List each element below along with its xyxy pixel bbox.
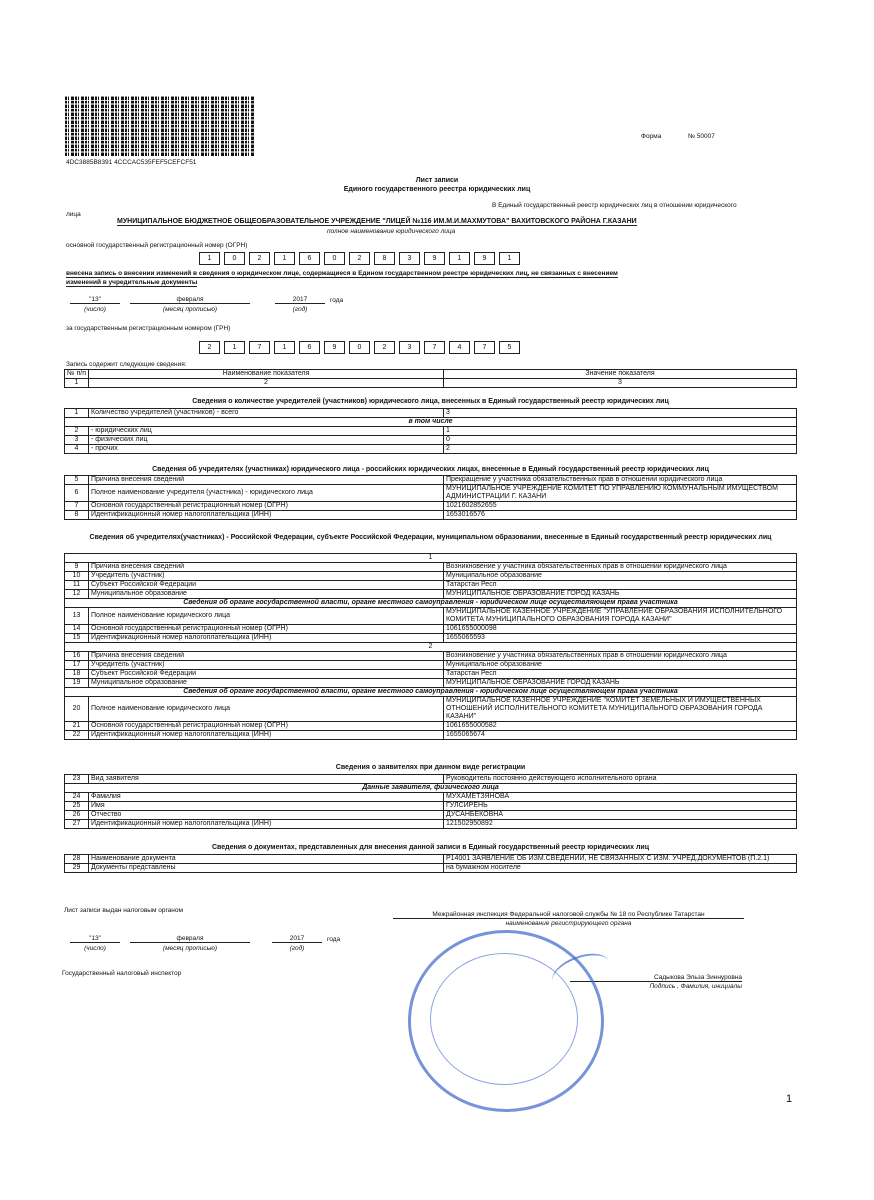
table-row	[65, 445, 797, 454]
row-value: 3	[444, 409, 797, 418]
row-label: Основной государственный регистрационный номер (ОГРН)	[89, 722, 444, 731]
grn_digits-digit: 4	[449, 341, 470, 354]
date2-caption-year: (год)	[289, 945, 305, 952]
date2-day: "13"	[70, 935, 120, 943]
date1-god: года	[330, 297, 344, 304]
row-label: Основной государственный регистрационный номер (ОГРН)	[89, 502, 444, 511]
row-label: Муниципальное образование	[89, 590, 444, 599]
hdr-c3: 3	[444, 379, 797, 388]
grn_digits-digit: 1	[274, 341, 295, 354]
title-line2: Единого государственного реестра юридических лиц	[343, 186, 531, 193]
row-number: 28	[65, 855, 89, 864]
table-row	[65, 436, 797, 445]
table-row	[65, 697, 797, 722]
row-number: 24	[65, 793, 89, 802]
row-number: 27	[65, 820, 89, 829]
table-subheader	[65, 554, 797, 563]
form-number: № 50007	[688, 133, 715, 140]
grn_digits-digit: 2	[374, 341, 395, 354]
row-number: 20	[65, 697, 89, 722]
row-number: 6	[65, 485, 89, 502]
table-row	[65, 775, 797, 784]
table-row	[65, 864, 797, 873]
title-line1: Лист записи	[415, 177, 459, 184]
date1-caption-year: (год)	[292, 306, 308, 313]
row-value: Татарстан Респ	[444, 670, 797, 679]
row-value: 1	[444, 427, 797, 436]
row-label: Идентификационный номер налогоплательщика (ИНН)	[89, 634, 444, 643]
row-value: Муниципальное образование	[444, 661, 797, 670]
date2-month: февраля	[130, 935, 250, 943]
section3-table	[64, 553, 797, 740]
row-label: Имя	[89, 802, 444, 811]
row-label: Основной государственный регистрационный номер (ОГРН)	[89, 625, 444, 634]
row-label: - прочих	[89, 445, 444, 454]
subheader-cell: 1	[65, 554, 797, 563]
row-number: 8	[65, 511, 89, 520]
row-label: Фамилия	[89, 793, 444, 802]
section1-table	[64, 408, 797, 454]
subheader-cell: Данные заявителя, физического лица	[65, 784, 797, 793]
row-value: 1061655000098	[444, 625, 797, 634]
lica-word: лица	[66, 211, 81, 218]
subheader-cell: 2	[65, 643, 797, 652]
row-number: 15	[65, 634, 89, 643]
authority-caption: наименование регистрирующего органа	[505, 920, 632, 927]
row-number: 17	[65, 661, 89, 670]
table-row	[65, 811, 797, 820]
hdr-name: Наименование показателя	[89, 370, 444, 379]
table-subheader	[65, 643, 797, 652]
ogrn-digits	[199, 252, 524, 265]
section3-title: Сведения об учредителях(участниках) - Российской Федерации, субъекте Российской Федерации, муниципальном образовании, внесенные в Единый государственный реестр юридических лиц	[89, 534, 772, 541]
hdr-c1: 1	[65, 379, 89, 388]
row-value: 1655065593	[444, 634, 797, 643]
row-number: 21	[65, 722, 89, 731]
date1-caption-month: (месяц прописью)	[162, 306, 218, 313]
table-row	[65, 722, 797, 731]
row-value: 121502950892	[444, 820, 797, 829]
table-row	[65, 820, 797, 829]
row-value: МУНИЦИПАЛЬНОЕ ОБРАЗОВАНИЕ ГОРОД КАЗАНЬ	[444, 679, 797, 688]
row-label: Идентификационный номер налогоплательщика (ИНН)	[89, 731, 444, 740]
table-row	[65, 731, 797, 740]
row-value: 2	[444, 445, 797, 454]
row-number: 4	[65, 445, 89, 454]
grn_digits-digit: 5	[499, 341, 520, 354]
row-value: 1021602852655	[444, 502, 797, 511]
row-label: Муниципальное образование	[89, 679, 444, 688]
hdr-c2: 2	[89, 379, 444, 388]
section5-table	[64, 854, 797, 873]
entry-text-1: внесена запись о внесении изменений в сведения о юридическом лице, содержащиеся в Едином государственном реестре юридических лиц, не связанных с внесением	[66, 270, 618, 277]
ogrn-label: основной государственный регистрационный номер (ОГРН)	[66, 242, 248, 249]
row-value: ДУСАНБЕКОВНА	[444, 811, 797, 820]
ogrn_digits-digit: 9	[474, 252, 495, 265]
row-number: 10	[65, 572, 89, 581]
table-subheader	[65, 418, 797, 427]
row-label: Отчество	[89, 811, 444, 820]
row-label: Субъект Российской Федерации	[89, 670, 444, 679]
grn_digits-digit: 6	[299, 341, 320, 354]
org-name: МУНИЦИПАЛЬНОЕ БЮДЖЕТНОЕ ОБЩЕОБРАЗОВАТЕЛЬНОЕ УЧРЕЖДЕНИЕ "ЛИЦЕЙ №116 ИМ.М.И.МАХМУТОВА" ВАХИТОВСКОГО РАЙОНА Г.КАЗАНИ	[117, 218, 637, 225]
hdr-value: Значение показателя	[444, 370, 797, 379]
row-number: 2	[65, 427, 89, 436]
table-row	[65, 409, 797, 418]
ogrn_digits-digit: 8	[374, 252, 395, 265]
table-row	[65, 476, 797, 485]
ogrn_digits-digit: 0	[324, 252, 345, 265]
table-row	[65, 634, 797, 643]
grn_digits-digit: 0	[349, 341, 370, 354]
row-value: МУНИЦИПАЛЬНОЕ ОБРАЗОВАНИЕ ГОРОД КАЗАНЬ	[444, 590, 797, 599]
row-label: Количество учредителей (участников) - всего	[89, 409, 444, 418]
table-row	[65, 793, 797, 802]
date2-year: 2017	[272, 935, 322, 943]
grn-digits	[199, 341, 524, 354]
row-number: 25	[65, 802, 89, 811]
hdr-n: № п/п	[65, 370, 89, 379]
table-row	[65, 427, 797, 436]
table-subheader	[65, 599, 797, 608]
row-value: 0	[444, 436, 797, 445]
row-number: 23	[65, 775, 89, 784]
row-value: МУХАМЕТЗЯНОВА	[444, 793, 797, 802]
row-number: 5	[65, 476, 89, 485]
row-value: ГУЛСИРЕНЬ	[444, 802, 797, 811]
date2-caption-month: (месяц прописью)	[162, 945, 218, 952]
subheader-cell: Сведения об органе государственной власти, органе местного самоуправления - юридическом лице осуществляющем права участника	[65, 599, 797, 608]
table-row	[65, 855, 797, 864]
contains-text: Запись содержит следующие сведения:	[66, 361, 187, 368]
row-label: Документы представлены	[89, 864, 444, 873]
table-row	[65, 661, 797, 670]
table-row	[65, 652, 797, 661]
ogrn_digits-digit: 1	[499, 252, 520, 265]
row-number: 1	[65, 409, 89, 418]
row-number: 12	[65, 590, 89, 599]
table-row	[65, 511, 797, 520]
row-value: Руководитель постоянно действующего исполнительного органа	[444, 775, 797, 784]
row-value: на бумажном носителе	[444, 864, 797, 873]
section2-table	[64, 475, 797, 520]
row-value: Возникновение у участника обязательственных прав в отношении юридического лица	[444, 563, 797, 572]
table-row	[65, 502, 797, 511]
ogrn_digits-digit: 1	[199, 252, 220, 265]
date1-caption-day: (число)	[84, 306, 106, 313]
date1-month: февраля	[130, 296, 250, 304]
inspector-label: Государственный налоговый инспектор	[62, 970, 182, 977]
grn-label: за государственным регистрационным номером (ГРН)	[66, 325, 231, 332]
ogrn_digits-digit: 6	[299, 252, 320, 265]
section1-title: Сведения о количестве учредителей (участников) юридического лица, внесенных в Единый государственный реестр юридических лиц	[192, 398, 669, 405]
row-number: 7	[65, 502, 89, 511]
table-row	[65, 802, 797, 811]
row-value: МУНИЦИПАЛЬНОЕ КАЗЕННОЕ УЧРЕЖДЕНИЕ "УПРАВЛЕНИЕ ОБРАЗОВАНИЯ ИСПОЛНИТЕЛЬНОГО КОМИТЕТА МУНИЦИПАЛЬНОГО ОБРАЗОВАНИЯ ГОРОДА КАЗАНИ"	[444, 608, 797, 625]
grn_digits-digit: 7	[249, 341, 270, 354]
ogrn_digits-digit: 2	[249, 252, 270, 265]
row-value: Татарстан Респ	[444, 581, 797, 590]
grn_digits-digit: 7	[424, 341, 445, 354]
table-row	[65, 485, 797, 502]
issued-text: Лист записи выдан налоговым органом	[64, 907, 183, 914]
row-label: Учредитель (участник)	[89, 572, 444, 581]
row-number: 11	[65, 581, 89, 590]
ogrn_digits-digit: 0	[224, 252, 245, 265]
intro-text: В Единый государственный реестр юридических лиц в отношении юридического	[492, 202, 737, 209]
row-value: 1655065674	[444, 731, 797, 740]
row-value: Р14001 ЗАЯВЛЕНИЕ ОБ ИЗМ.СВЕДЕНИЙ, НЕ СВЯЗАННЫХ С ИЗМ. УЧРЕД.ДОКУМЕНТОВ (П.2.1)	[444, 855, 797, 864]
inspector-name: Садыкова Эльза Зиннуровна	[570, 974, 742, 982]
grn_digits-digit: 9	[324, 341, 345, 354]
row-number: 19	[65, 679, 89, 688]
ogrn_digits-digit: 3	[399, 252, 420, 265]
ogrn_digits-digit: 1	[449, 252, 470, 265]
grn_digits-digit: 7	[474, 341, 495, 354]
row-number: 29	[65, 864, 89, 873]
row-label: - физических лиц	[89, 436, 444, 445]
section4-table	[64, 774, 797, 829]
ogrn_digits-digit: 1	[274, 252, 295, 265]
row-number: 3	[65, 436, 89, 445]
row-value: 1061655000582	[444, 722, 797, 731]
barcode-text: 4DC3885B8391 4CCCAC535FEF5CEFCF51	[66, 159, 197, 166]
row-label: Причина внесения сведений	[89, 476, 444, 485]
row-value: Прекращение у участника обязательственных прав в отношении юридического лица	[444, 476, 797, 485]
table-subheader	[65, 784, 797, 793]
row-value: Муниципальное образование	[444, 572, 797, 581]
table-subheader	[65, 688, 797, 697]
row-label: Причина внесения сведений	[89, 652, 444, 661]
row-label: Учредитель (участник)	[89, 661, 444, 670]
row-number: 26	[65, 811, 89, 820]
row-number: 18	[65, 670, 89, 679]
row-value: 1653016576	[444, 511, 797, 520]
table-row	[65, 625, 797, 634]
subheader-cell: Сведения об органе государственной власти, органе местного самоуправления - юридическом лице осуществляющем права участника	[65, 688, 797, 697]
grn_digits-digit: 2	[199, 341, 220, 354]
row-value: МУНИЦИПАЛЬНОЕ КАЗЕННОЕ УЧРЕЖДЕНИЕ "КОМИТЕТ ЗЕМЕЛЬНЫХ И ИМУЩЕСТВЕННЫХ ОТНОШЕНИЙ ИСПОЛНИТЕЛЬНОГО КОМИТЕТА МУНИЦИПАЛЬНОГО ОБРАЗОВАНИЯ ГОРОДА КАЗАНИ"	[444, 697, 797, 722]
date2-caption-day: (число)	[84, 945, 106, 952]
row-number: 9	[65, 563, 89, 572]
table-row	[65, 679, 797, 688]
row-label: Полное наименование учредителя (участника) - юридического лица	[89, 485, 444, 502]
entry-text-2: изменений в учредительные документы	[66, 279, 198, 286]
grn_digits-digit: 1	[224, 341, 245, 354]
authority-name: Межрайонная инспекция Федеральной налоговой службы № 18 по Республике Татарстан	[393, 911, 744, 919]
subheader-cell: в том числе	[65, 418, 797, 427]
page-number: 1	[786, 1093, 793, 1105]
section5-title: Сведения о документах, представленных для внесения данной записи в Единый государственный реестр юридических лиц	[212, 844, 649, 851]
form-label: Форма	[641, 133, 662, 140]
date2-god: года	[327, 936, 341, 943]
row-label: Полное наименование юридического лица	[89, 608, 444, 625]
ogrn_digits-digit: 9	[424, 252, 445, 265]
row-label: Причина внесения сведений	[89, 563, 444, 572]
ogrn_digits-digit: 2	[349, 252, 370, 265]
date1-year: 2017	[275, 296, 325, 304]
table-row	[65, 581, 797, 590]
inspector-caption: Подпись , Фамилия, инициалы	[649, 983, 742, 990]
row-label: Идентификационный номер налогоплательщика (ИНН)	[89, 820, 444, 829]
grn_digits-digit: 3	[399, 341, 420, 354]
header-table	[64, 369, 797, 388]
table-row	[65, 670, 797, 679]
row-label: Субъект Российской Федерации	[89, 581, 444, 590]
table-row	[65, 590, 797, 599]
row-number: 22	[65, 731, 89, 740]
row-value: Возникновение у участника обязательственных прав в отношении юридического лица	[444, 652, 797, 661]
table-row	[65, 572, 797, 581]
table-row	[65, 563, 797, 572]
row-label: Вид заявителя	[89, 775, 444, 784]
org-caption: полное наименование юридического лица	[327, 228, 456, 235]
row-value: МУНИЦИПАЛЬНОЕ УЧРЕЖДЕНИЕ КОМИТЕТ ПО УПРАВЛЕНИЮ КОММУНАЛЬНЫМ ИМУЩЕСТВОМ АДМИНИСТРАЦИИ Г. КАЗАНИ	[444, 485, 797, 502]
row-label: Полное наименование юридического лица	[89, 697, 444, 722]
row-label: Идентификационный номер налогоплательщика (ИНН)	[89, 511, 444, 520]
row-number: 16	[65, 652, 89, 661]
row-number: 13	[65, 608, 89, 625]
row-label: Наименование документа	[89, 855, 444, 864]
section2-title: Сведения об учредителях (участниках) юридического лица - российских юридических лицах, внесенные в Единый государственный реестр юридических лиц	[152, 466, 709, 473]
table-row	[65, 608, 797, 625]
section4-title: Сведения о заявителях при данном виде регистрации	[335, 764, 526, 771]
date1-day: "13"	[70, 296, 120, 304]
row-number: 14	[65, 625, 89, 634]
row-label: - юридических лиц	[89, 427, 444, 436]
